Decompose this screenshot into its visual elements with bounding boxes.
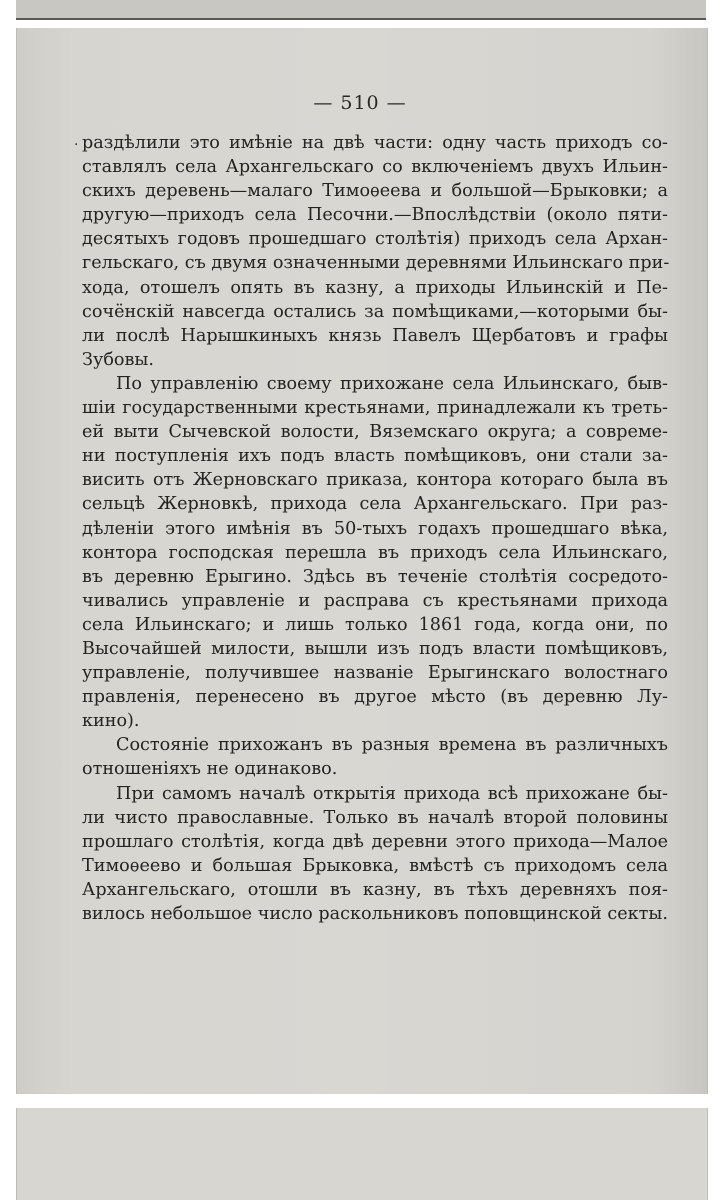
text-line: вилось небольшое число раскольниковъ поповщинской секты.: [82, 904, 668, 924]
text-line: шіи государственными крестьянами, принадлежали къ треть-: [82, 398, 668, 419]
paragraph-start: По управленію своему прихожане села Ильинскаго, быв-: [116, 373, 668, 394]
next-page-edge: [16, 1108, 708, 1200]
text-line: управленіе, получившее названіе Ерыгинскаго волостнаго: [82, 663, 668, 684]
text-line: села Ильинскаго; и лишь только 1861 года, когда они, по: [82, 614, 668, 635]
text-line: гельскаго, съ двумя означенными деревнями Ильинскаго при-: [82, 253, 670, 274]
text-line: раздѣлили это имѣніе на двѣ части: одну часть приходъ со-: [82, 133, 668, 153]
text-line: сельцѣ Жерновкѣ, прихода села Архангельскаго. При раз-: [82, 494, 668, 515]
text-line: чивались управленіе и расправа съ крестьянами прихода: [82, 590, 668, 611]
page-number: — 510 —: [313, 92, 407, 114]
text-line: въ деревню Ерыгино. Здѣсь въ теченіе столѣтія сосредото-: [82, 566, 668, 587]
text-line: ли чисто православные. Только въ началѣ второй половины: [82, 807, 668, 828]
text-line: отношеніяхъ не одинаково.: [82, 759, 338, 780]
text-line: кино).: [82, 711, 140, 732]
text-line: дѣленіи этого имѣнія въ 50-тыхъ годахъ прошедшаго вѣка,: [82, 518, 668, 539]
text-line: Архангельскаго, отошли въ казну, въ тѣхъ деревняхъ поя-: [82, 879, 668, 900]
text-line: правленія, перенесено въ другое мѣсто (въ деревню Лу-: [82, 687, 668, 708]
text-line: Зубовы.: [82, 349, 154, 370]
text-line: другую—приходъ села Песочни.—Впослѣдствіи (около пяти-: [82, 205, 668, 226]
paragraph-start: При самомъ началѣ открытія прихода всѣ прихожане бы-: [116, 783, 668, 804]
text-line: ей выти Сычевской волости, Вяземскаго округа; а совреме-: [82, 422, 668, 443]
text-line: Высочайшей милости, вышли изъ подъ власти помѣщиковъ,: [82, 638, 668, 659]
text-line: прошлаго столѣтія, когда двѣ деревни этого прихода—Малое: [82, 831, 668, 852]
text-line: Тимоѳеево и большая Брыковка, вмѣстѣ съ приходомъ села: [82, 855, 668, 876]
text-line: десятыхъ годовъ прошедшаго столѣтія) приходъ села Архан-: [82, 229, 668, 250]
text-line: ни поступленія ихъ подъ власть помѣщиковъ, они стали за-: [82, 446, 668, 467]
text-line: висить отъ Жерновскаго приказа, контора котораго была въ: [82, 470, 668, 491]
text-line: контора господская перешла въ приходъ села Ильинскаго,: [82, 542, 668, 563]
text-line: хода, отошелъ опять въ казну, а приходы Ильинскій и Пе-: [82, 277, 668, 298]
text-line: ставлялъ села Архангельскаго со включеніемъ двухъ Ильин-: [82, 157, 668, 178]
body-text: [82, 131, 668, 926]
paragraph-start: Состояніе прихожанъ въ разныя времена въ различныхъ: [116, 735, 668, 756]
text-line: сочёнскій навсегда остались за помѣщиками,—которыми бы-: [82, 301, 668, 322]
text-line: ли послѣ Нарышкиныхъ князь Павелъ Щербатовъ и графы: [82, 325, 668, 346]
margin-dot: ·: [74, 137, 79, 153]
text-line: скихъ деревень—малаго Тимоѳеева и большой—Брыковки; а: [82, 181, 668, 202]
previous-page-edge: [16, 0, 706, 20]
